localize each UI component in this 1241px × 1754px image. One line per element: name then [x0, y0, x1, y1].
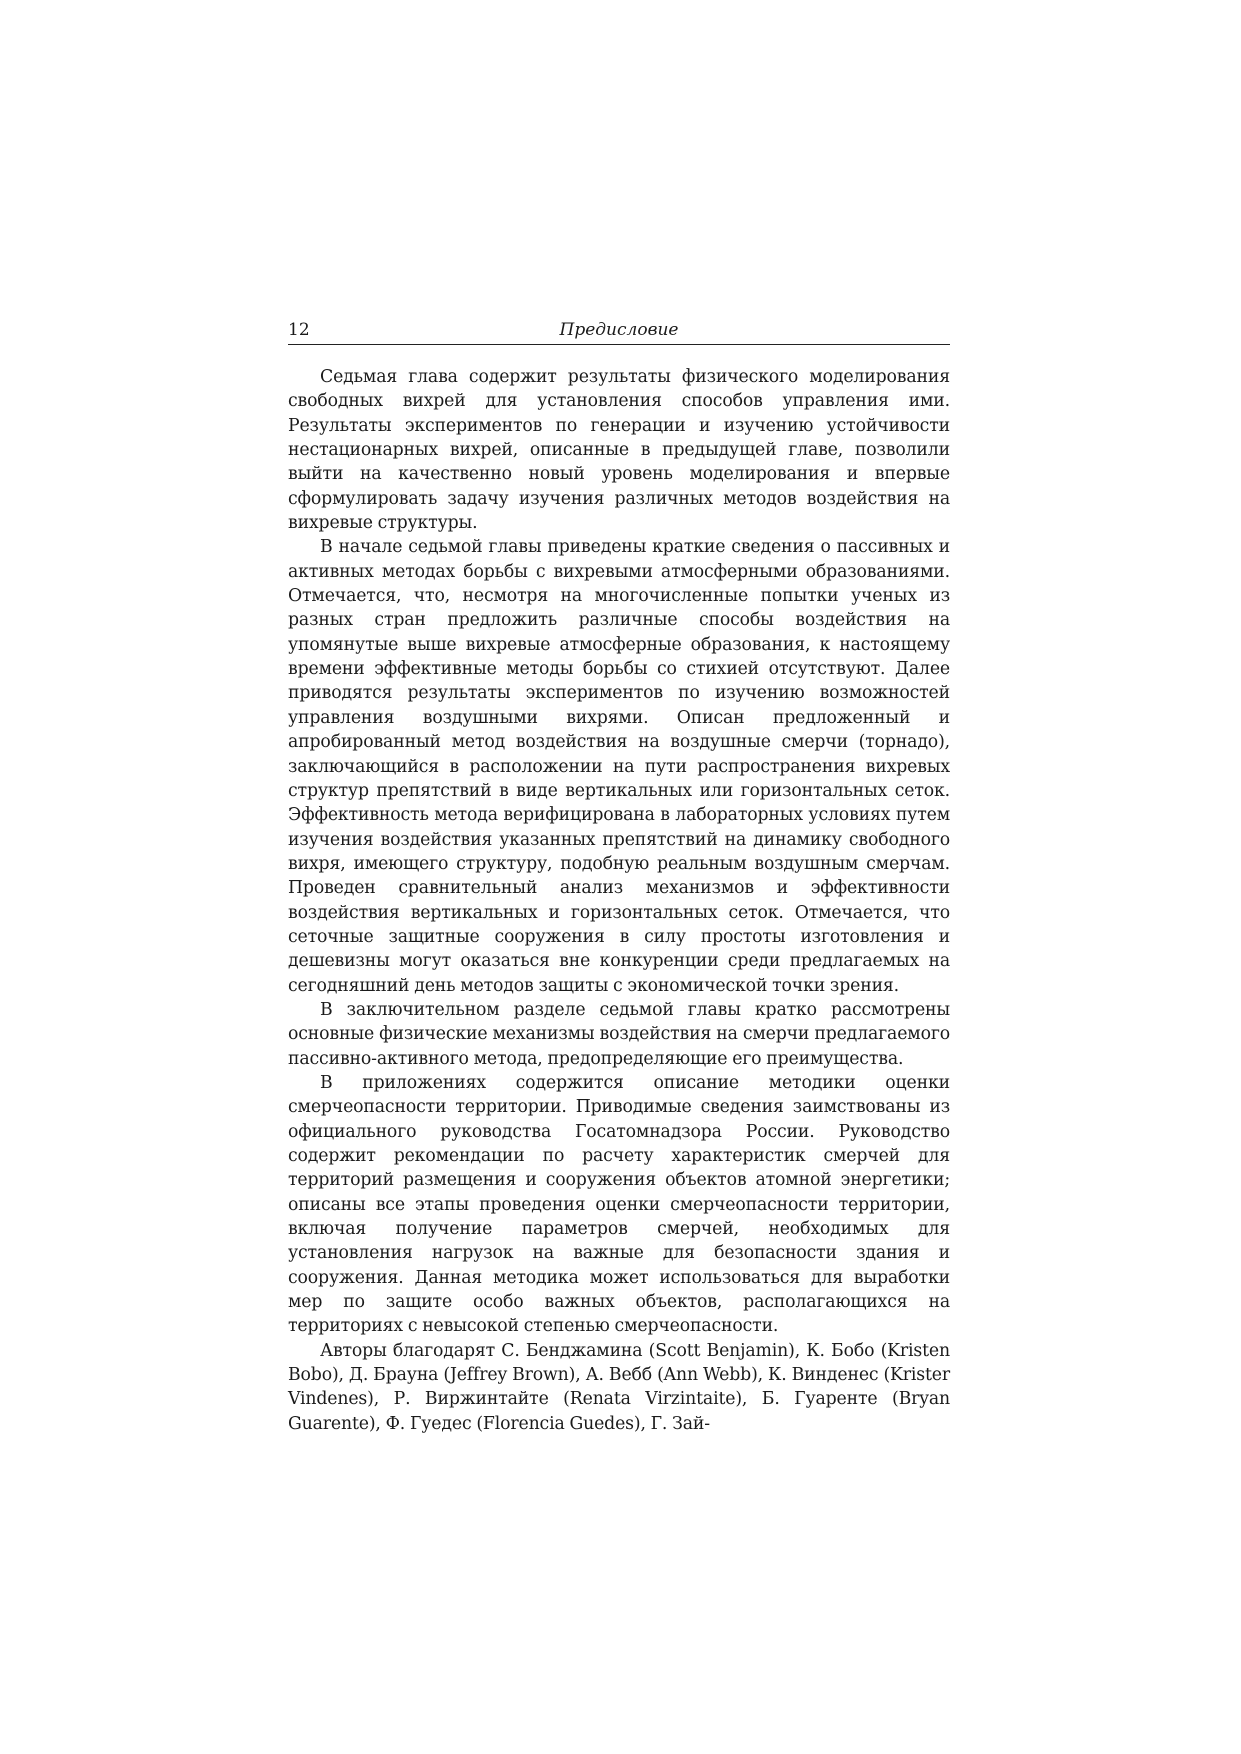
chapter-title: Предисловие	[559, 320, 679, 340]
paragraph-seventh-chapter: Седьмая глава содержит результаты физического моделирования свободных вихрей для установления способов управления ими. Результаты экспериментов по генерации и изучению устойчивости нестационарных вихрей, описанные в предыдущей главе, позволили выйти на качественно новый уровень моделирования и впервые сформулировать задачу изучения различных методов воздействия на вихревые структуры.	[288, 367, 950, 534]
book-page	[288, 318, 950, 1436]
paragraph-passive-active-methods: В начале седьмой главы приведены краткие сведения о пассивных и активных методах борьбы с вихревыми атмосферными образованиями. Отмечается, что, несмотря на многочисленные попытки ученых из разных стран предложить различные способы воздействия на упомянутые выше вихревые атмосферные образования, к настоящему времени эффективные методы борьбы со стихией отсутствуют. Далее приводятся результаты экспериментов по изучению возможностей управления воздушными вихрями. Описан предложенный и апробированный метод воздействия на воздушные смерчи (торнадо), заключающийся в расположении на пути распространения вихревых структур препятствий в виде вертикальных или горизонтальных сеток. Эффективность метода верифицирована в лабораторных условиях путем изучения воздействия указанных препятствий на динамику свободного вихря, имеющего структуру, подобную реальным воздушным смерчам. Проведен сравнительный анализ механизмов и эффективности воздействия вертикальных и горизонтальных сеток. Отмечается, что сеточные защитные сооружения в силу простоты изготовления и дешевизны могут оказаться вне конкуренции среди предлагаемых на сегодняшний день методов защиты с экономической точки зрения.	[288, 537, 950, 996]
paragraph-appendices: В приложениях содержится описание методики оценки смерчеопасности территории. Приводимые сведения заимствованы из официального руководства Госатомнадзора России. Руководство содержит рекомендации по расчету характеристик смерчей для территорий размещения и сооружения объектов атомной энергетики; описаны все этапы проведения оценки смерчеопасности территории, включая получение параметров смерчей, необходимых для установления нагрузок на важные для безопасности здания и сооружения. Данная методика может использоваться для выработки мер по защите особо важных объектов, располагающихся на территориях с невысокой степенью смерчеопасности.	[288, 1072, 950, 1337]
running-head	[288, 318, 950, 345]
paragraph-final-section: В заключительном разделе седьмой главы кратко рассмотрены основные физические механизмы воздействия на смерчи предлагаемого пассивно-активного метода, предопределяющие его преимущества.	[288, 999, 950, 1069]
page-number: 12	[288, 320, 310, 340]
paragraph-acknowledgements: Авторы благодарят С. Бенджамина (Scott Benjamin), К. Бобо (Kristen Bobo), Д. Брауна (Jeffrey Brown), А. Вебб (Ann Webb), К. Винденес (Krister Vindenes), Р. Виржинтайте (Renata Virzintaite), Б. Гуаренте (Bryan Guarente), Ф. Гуедес (Florencia Guedes), Г. Зай-	[288, 1340, 950, 1434]
body-text	[288, 365, 950, 1436]
